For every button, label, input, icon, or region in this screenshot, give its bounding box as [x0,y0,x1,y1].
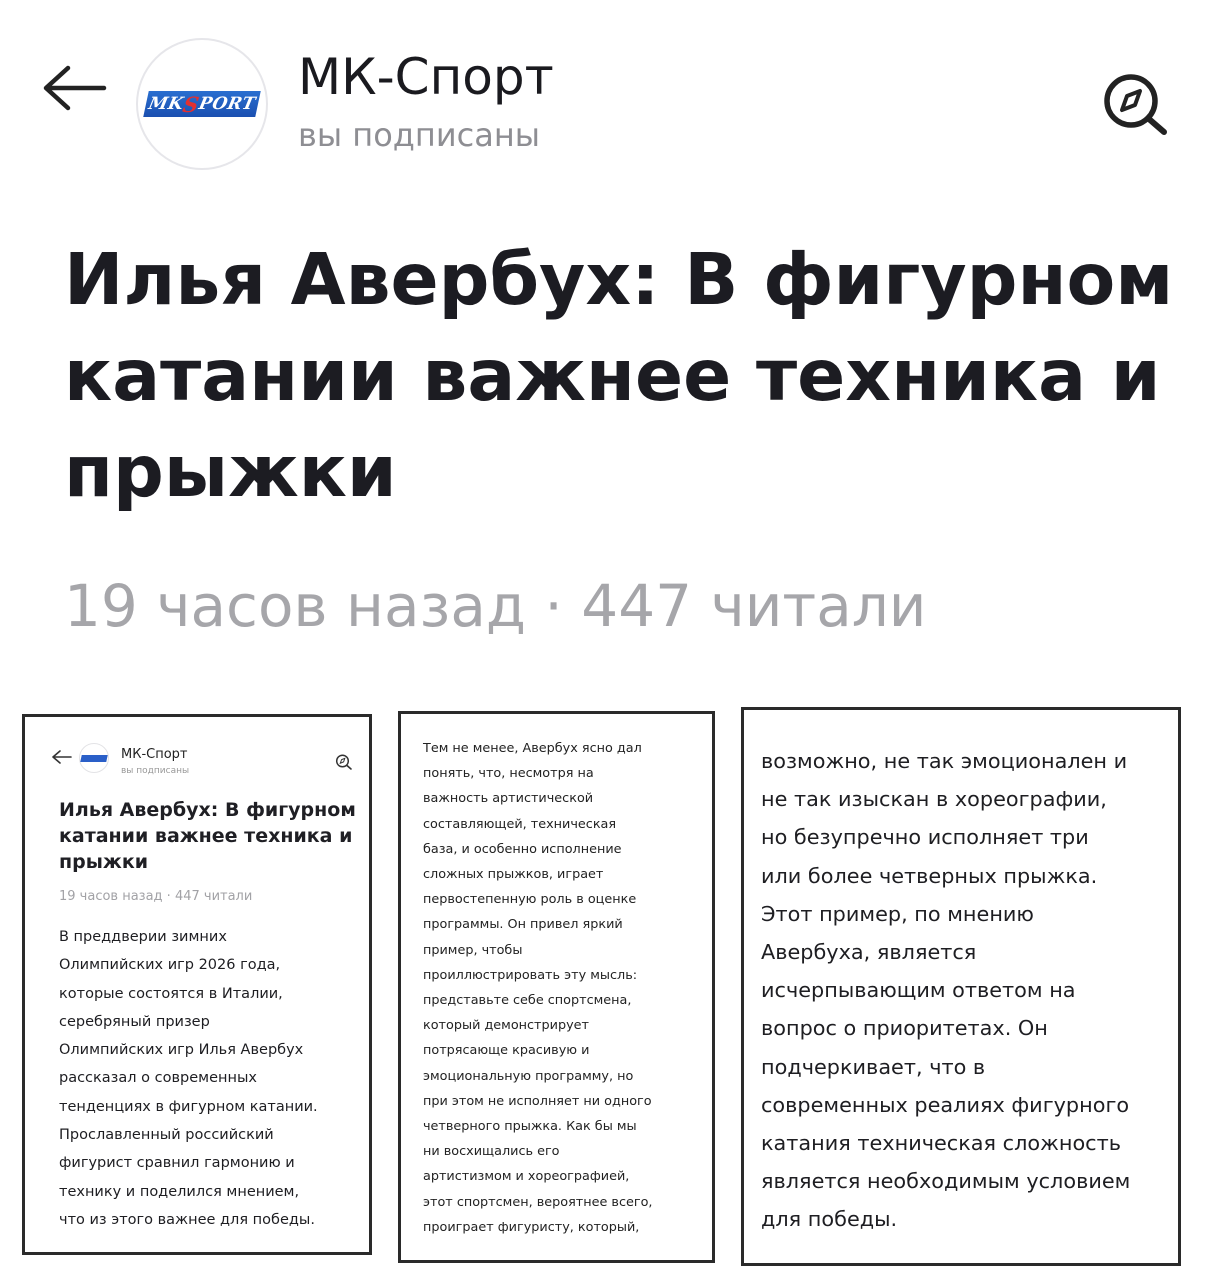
text-line: Тем не менее, Авербух ясно дал [423,741,642,756]
text-line: сложных прыжков, играет [423,867,604,883]
subscription-status: вы подписаны [121,766,190,776]
text-line: этот спортсмен, вероятнее всего, [423,1194,653,1210]
text-line: четверного прыжка. Как бы мы [423,1119,637,1135]
text-line: В преддверии зимних [59,929,227,945]
text-line: возможно, не так эмоционален и [761,749,1128,773]
text-line: эмоциональную программу, но [423,1068,634,1084]
compass-search-icon [335,753,353,771]
text-line: составляющей, техническая [423,816,617,832]
mk-sport-logo [80,755,107,762]
channel-name: МК-Спорт [121,747,188,762]
text-line: программы. Он привел яркий [423,917,623,933]
back-button[interactable] [38,62,110,114]
screenshot-panel-3 [741,707,1181,1266]
text-line: технику и поделился мнением, [59,1183,300,1200]
text-line: Авербуха, является [761,940,977,965]
compass-search-icon [1100,68,1176,138]
text-line: является необходимым условием [761,1169,1131,1194]
text-line: или более четверных прыжка. [761,863,1098,888]
channel-avatar [79,743,109,773]
article-meta: 19 часов назад · 447 читали [64,572,927,640]
text-line: что из этого важнее для победы. [59,1211,315,1228]
text-line: важность артистической [423,791,594,807]
text-line: современных реалиях фигурного [761,1092,1130,1117]
text-line: исчерпывающим ответом на [761,978,1076,1003]
mk-sport-logo: MK S PORT [143,91,261,117]
channel-avatar[interactable] [136,38,268,170]
text-line: представьте себе спортсмена, [423,993,632,1009]
article-body [59,923,359,1234]
text-line: фигурист сравнил гармонию и [59,1155,295,1172]
text-line: проиллюстрировать эту мысль: [423,967,638,983]
channel-name[interactable]: МК-Спорт [298,48,554,106]
text-line: но безупречно исполняет три [761,825,1089,850]
screenshot-panel-1 [22,714,372,1255]
text-line: пример, чтобы [423,942,523,958]
article-title: Илья Авербух: В фигурном катании важнее техника и прыжки [59,799,356,873]
text-line: ни восхищались его [423,1144,560,1160]
article-title: Илья Авербух: В фигурном катании важнее техника и прыжки [64,238,1174,513]
arrow-left-icon [51,749,73,765]
text-line: который демонстрирует [423,1018,589,1034]
text-line: понять, что, несмотря на [423,766,594,782]
text-line: подчеркивает, что в [761,1054,986,1079]
text-line: катания техническая сложность [761,1131,1121,1156]
text-line: первостепенную роль в оценке [423,892,637,908]
explore-button[interactable] [1100,68,1176,138]
text-line: база, и особенно исполнение [423,841,622,857]
text-line: тенденциях в фигурном катании. [59,1098,318,1115]
arrow-left-icon [38,62,110,114]
article-body [423,736,703,1240]
text-line: не так изыскан в хореографии, [761,787,1107,812]
text-line: Этот пример, по мнению [761,901,1034,926]
text-line: которые состоятся в Италии, [59,985,283,1002]
text-line: серебряный призер [59,1013,210,1030]
text-line: при этом не исполняет ни одного [423,1093,652,1109]
subscription-status: вы подписаны [298,116,541,154]
screenshot-panel-2 [398,711,715,1263]
text-line: Олимпийских игр Илья Авербух [59,1042,304,1059]
text-line: рассказал о современных [59,1070,257,1087]
text-line: артистизмом и хореографией, [423,1169,630,1185]
article-meta: 19 часов назад · 447 читали [59,889,253,904]
article-body [761,742,1181,1239]
text-line: для победы. [761,1207,898,1232]
text-line: вопрос о приоритетах. Он [761,1016,1048,1041]
text-line: потрясающе красивую и [423,1043,590,1059]
text-line: Прославленный российский [59,1127,274,1144]
text-line: проиграет фигуристу, который, [423,1219,640,1235]
text-line: Олимпийских игр 2026 года, [59,957,281,974]
